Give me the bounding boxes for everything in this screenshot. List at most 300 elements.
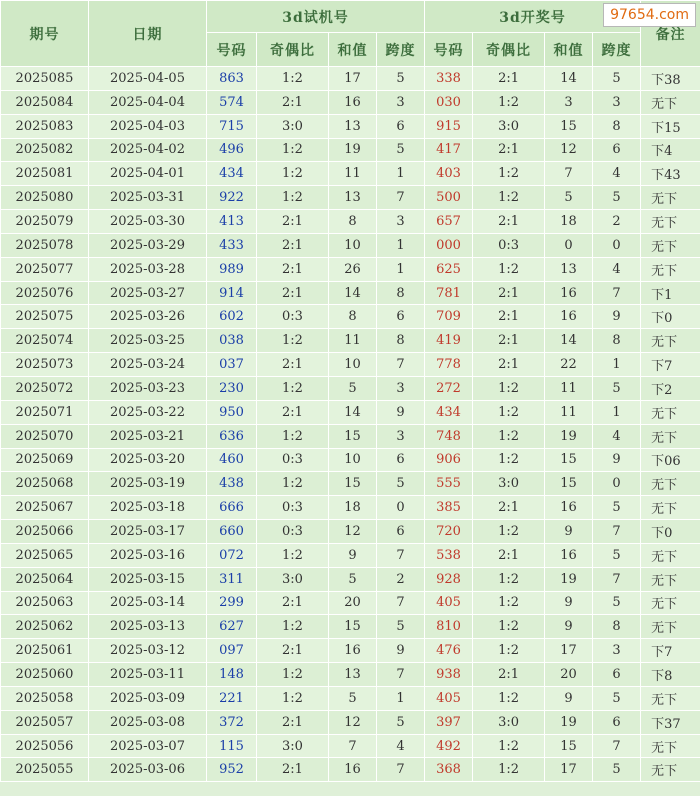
trial-odd-even-cell: 1:2 <box>257 67 329 91</box>
date-cell: 2025-04-04 <box>89 90 207 114</box>
header-trial-number: 号码 <box>207 33 257 67</box>
draw-sum-cell: 9 <box>545 520 593 544</box>
note-cell: 无下 <box>641 496 700 520</box>
trial-odd-even-cell: 1:2 <box>257 424 329 448</box>
draw-odd-even-cell: 1:2 <box>473 734 545 758</box>
trial-odd-even-cell: 0:3 <box>257 448 329 472</box>
draw-span-cell: 9 <box>593 305 641 329</box>
draw-sum-cell: 5 <box>545 186 593 210</box>
trial-span-cell: 6 <box>377 448 425 472</box>
trial-number-cell: 097 <box>207 639 257 663</box>
draw-odd-even-cell: 2:1 <box>473 305 545 329</box>
trial-number-cell: 221 <box>207 686 257 710</box>
draw-span-cell: 7 <box>593 281 641 305</box>
header-date: 日期 <box>89 1 207 67</box>
draw-sum-cell: 7 <box>545 162 593 186</box>
draw-number-cell: 928 <box>425 567 473 591</box>
trial-number-cell: 038 <box>207 329 257 353</box>
draw-odd-even-cell: 1:2 <box>473 400 545 424</box>
trial-sum-cell: 10 <box>329 448 377 472</box>
draw-number-cell: 915 <box>425 114 473 138</box>
trial-odd-even-cell: 3:0 <box>257 114 329 138</box>
trial-odd-even-cell: 2:1 <box>257 353 329 377</box>
trial-span-cell: 6 <box>377 305 425 329</box>
date-cell: 2025-03-22 <box>89 400 207 424</box>
note-cell: 无下 <box>641 210 700 234</box>
table-row <box>1 639 700 663</box>
issue-cell: 2025064 <box>1 567 89 591</box>
draw-sum-cell: 0 <box>545 233 593 257</box>
date-cell: 2025-03-18 <box>89 496 207 520</box>
draw-odd-even-cell: 1:2 <box>473 686 545 710</box>
draw-odd-even-cell: 2:1 <box>473 329 545 353</box>
draw-span-cell: 8 <box>593 329 641 353</box>
draw-odd-even-cell: 1:2 <box>473 520 545 544</box>
note-cell: 无下 <box>641 591 700 615</box>
draw-number-cell: 000 <box>425 233 473 257</box>
draw-odd-even-cell: 3:0 <box>473 472 545 496</box>
trial-number-cell: 434 <box>207 162 257 186</box>
table-row <box>1 281 700 305</box>
trial-sum-cell: 9 <box>329 543 377 567</box>
draw-number-cell: 417 <box>425 138 473 162</box>
trial-sum-cell: 16 <box>329 639 377 663</box>
draw-span-cell: 5 <box>593 376 641 400</box>
trial-odd-even-cell: 1:2 <box>257 686 329 710</box>
trial-span-cell: 7 <box>377 758 425 782</box>
draw-odd-even-cell: 2:1 <box>473 138 545 162</box>
date-cell: 2025-03-29 <box>89 233 207 257</box>
trial-sum-cell: 5 <box>329 376 377 400</box>
header-note: 备注 <box>641 1 700 67</box>
trial-odd-even-cell: 2:1 <box>257 710 329 734</box>
trial-number-cell: 072 <box>207 543 257 567</box>
draw-number-cell: 403 <box>425 162 473 186</box>
table-row <box>1 138 700 162</box>
trial-span-cell: 5 <box>377 67 425 91</box>
draw-number-cell: 419 <box>425 329 473 353</box>
date-cell: 2025-03-24 <box>89 353 207 377</box>
note-cell: 无下 <box>641 329 700 353</box>
draw-number-cell: 492 <box>425 734 473 758</box>
header-draw-group: 3d开奖号 <box>425 1 641 33</box>
date-cell: 2025-03-28 <box>89 257 207 281</box>
trial-number-cell: 574 <box>207 90 257 114</box>
draw-span-cell: 5 <box>593 67 641 91</box>
trial-span-cell: 3 <box>377 424 425 448</box>
draw-span-cell: 9 <box>593 448 641 472</box>
note-cell: 无下 <box>641 686 700 710</box>
trial-odd-even-cell: 2:1 <box>257 591 329 615</box>
draw-span-cell: 4 <box>593 257 641 281</box>
trial-number-cell: 989 <box>207 257 257 281</box>
note-cell: 无下 <box>641 424 700 448</box>
draw-sum-cell: 22 <box>545 353 593 377</box>
draw-sum-cell: 19 <box>545 710 593 734</box>
trial-span-cell: 1 <box>377 686 425 710</box>
note-cell: 下1 <box>641 281 700 305</box>
draw-span-cell: 0 <box>593 472 641 496</box>
draw-sum-cell: 16 <box>545 543 593 567</box>
draw-odd-even-cell: 1:2 <box>473 90 545 114</box>
trial-number-cell: 627 <box>207 615 257 639</box>
date-cell: 2025-03-23 <box>89 376 207 400</box>
trial-odd-even-cell: 1:2 <box>257 329 329 353</box>
trial-odd-even-cell: 1:2 <box>257 376 329 400</box>
issue-cell: 2025084 <box>1 90 89 114</box>
trial-number-cell: 413 <box>207 210 257 234</box>
draw-sum-cell: 15 <box>545 114 593 138</box>
issue-cell: 2025082 <box>1 138 89 162</box>
trial-odd-even-cell: 0:3 <box>257 305 329 329</box>
note-cell: 下06 <box>641 448 700 472</box>
draw-number-cell: 385 <box>425 496 473 520</box>
issue-cell: 2025055 <box>1 758 89 782</box>
draw-number-cell: 538 <box>425 543 473 567</box>
draw-number-cell: 405 <box>425 686 473 710</box>
issue-cell: 2025057 <box>1 710 89 734</box>
trial-odd-even-cell: 2:1 <box>257 400 329 424</box>
draw-span-cell: 5 <box>593 543 641 567</box>
note-cell: 无下 <box>641 472 700 496</box>
draw-sum-cell: 20 <box>545 663 593 687</box>
trial-sum-cell: 11 <box>329 329 377 353</box>
draw-sum-cell: 17 <box>545 758 593 782</box>
draw-sum-cell: 19 <box>545 567 593 591</box>
note-cell: 下7 <box>641 353 700 377</box>
draw-odd-even-cell: 1:2 <box>473 567 545 591</box>
trial-sum-cell: 11 <box>329 162 377 186</box>
table-row <box>1 520 700 544</box>
table-row <box>1 472 700 496</box>
issue-cell: 2025067 <box>1 496 89 520</box>
date-cell: 2025-03-12 <box>89 639 207 663</box>
draw-sum-cell: 14 <box>545 67 593 91</box>
trial-span-cell: 7 <box>377 663 425 687</box>
draw-span-cell: 5 <box>593 591 641 615</box>
draw-span-cell: 7 <box>593 520 641 544</box>
header-trial-span: 跨度 <box>377 33 425 67</box>
issue-cell: 2025079 <box>1 210 89 234</box>
issue-cell: 2025063 <box>1 591 89 615</box>
draw-number-cell: 405 <box>425 591 473 615</box>
issue-cell: 2025071 <box>1 400 89 424</box>
draw-odd-even-cell: 3:0 <box>473 710 545 734</box>
note-cell: 无下 <box>641 567 700 591</box>
draw-number-cell: 810 <box>425 615 473 639</box>
trial-number-cell: 115 <box>207 734 257 758</box>
trial-number-cell: 950 <box>207 400 257 424</box>
trial-span-cell: 3 <box>377 90 425 114</box>
trial-span-cell: 9 <box>377 639 425 663</box>
trial-sum-cell: 18 <box>329 496 377 520</box>
trial-number-cell: 863 <box>207 67 257 91</box>
date-cell: 2025-03-21 <box>89 424 207 448</box>
trial-number-cell: 299 <box>207 591 257 615</box>
trial-sum-cell: 26 <box>329 257 377 281</box>
trial-span-cell: 6 <box>377 520 425 544</box>
trial-odd-even-cell: 1:2 <box>257 543 329 567</box>
note-cell: 下38 <box>641 67 700 91</box>
draw-odd-even-cell: 1:2 <box>473 162 545 186</box>
trial-sum-cell: 5 <box>329 686 377 710</box>
table-row <box>1 67 700 91</box>
trial-span-cell: 8 <box>377 329 425 353</box>
trial-odd-even-cell: 2:1 <box>257 210 329 234</box>
draw-odd-even-cell: 1:2 <box>473 424 545 448</box>
table-row <box>1 210 700 234</box>
draw-number-cell: 709 <box>425 305 473 329</box>
trial-span-cell: 7 <box>377 543 425 567</box>
table-row <box>1 448 700 472</box>
draw-odd-even-cell: 2:1 <box>473 210 545 234</box>
draw-sum-cell: 16 <box>545 305 593 329</box>
draw-odd-even-cell: 0:3 <box>473 233 545 257</box>
draw-odd-even-cell: 1:2 <box>473 448 545 472</box>
draw-odd-even-cell: 2:1 <box>473 663 545 687</box>
trial-odd-even-cell: 3:0 <box>257 734 329 758</box>
trial-sum-cell: 15 <box>329 472 377 496</box>
issue-cell: 2025066 <box>1 520 89 544</box>
note-cell: 无下 <box>641 400 700 424</box>
header-trial-group: 3d试机号 <box>207 1 425 33</box>
issue-cell: 2025061 <box>1 639 89 663</box>
draw-span-cell: 1 <box>593 400 641 424</box>
trial-sum-cell: 13 <box>329 663 377 687</box>
trial-sum-cell: 20 <box>329 591 377 615</box>
table-row <box>1 186 700 210</box>
draw-span-cell: 7 <box>593 567 641 591</box>
draw-span-cell: 4 <box>593 424 641 448</box>
draw-span-cell: 7 <box>593 734 641 758</box>
draw-number-cell: 434 <box>425 400 473 424</box>
draw-span-cell: 8 <box>593 615 641 639</box>
date-cell: 2025-03-16 <box>89 543 207 567</box>
draw-span-cell: 5 <box>593 496 641 520</box>
note-cell: 下0 <box>641 305 700 329</box>
trial-number-cell: 952 <box>207 758 257 782</box>
draw-odd-even-cell: 1:2 <box>473 257 545 281</box>
draw-span-cell: 5 <box>593 686 641 710</box>
issue-cell: 2025058 <box>1 686 89 710</box>
issue-cell: 2025070 <box>1 424 89 448</box>
trial-span-cell: 0 <box>377 496 425 520</box>
trial-odd-even-cell: 2:1 <box>257 90 329 114</box>
table-row <box>1 663 700 687</box>
header-trial-odd-even: 奇偶比 <box>257 33 329 67</box>
trial-span-cell: 3 <box>377 376 425 400</box>
trial-odd-even-cell: 0:3 <box>257 520 329 544</box>
header-draw-odd-even: 奇偶比 <box>473 33 545 67</box>
trial-sum-cell: 5 <box>329 567 377 591</box>
note-cell: 无下 <box>641 758 700 782</box>
trial-odd-even-cell: 0:3 <box>257 496 329 520</box>
trial-sum-cell: 8 <box>329 305 377 329</box>
draw-number-cell: 272 <box>425 376 473 400</box>
draw-span-cell: 8 <box>593 114 641 138</box>
draw-odd-even-cell: 1:2 <box>473 639 545 663</box>
draw-span-cell: 1 <box>593 353 641 377</box>
trial-number-cell: 037 <box>207 353 257 377</box>
trial-number-cell: 372 <box>207 710 257 734</box>
date-cell: 2025-03-13 <box>89 615 207 639</box>
date-cell: 2025-04-02 <box>89 138 207 162</box>
note-cell: 下4 <box>641 138 700 162</box>
note-cell: 下43 <box>641 162 700 186</box>
draw-sum-cell: 11 <box>545 376 593 400</box>
draw-number-cell: 555 <box>425 472 473 496</box>
trial-span-cell: 3 <box>377 210 425 234</box>
header-issue: 期号 <box>1 1 89 67</box>
note-cell: 无下 <box>641 233 700 257</box>
date-cell: 2025-03-27 <box>89 281 207 305</box>
trial-odd-even-cell: 1:2 <box>257 162 329 186</box>
draw-number-cell: 778 <box>425 353 473 377</box>
table-row <box>1 257 700 281</box>
header-draw-sum: 和值 <box>545 33 593 67</box>
table-row <box>1 424 700 448</box>
trial-odd-even-cell: 2:1 <box>257 233 329 257</box>
table-row <box>1 376 700 400</box>
draw-number-cell: 030 <box>425 90 473 114</box>
draw-span-cell: 6 <box>593 663 641 687</box>
draw-sum-cell: 15 <box>545 472 593 496</box>
date-cell: 2025-03-08 <box>89 710 207 734</box>
draw-number-cell: 397 <box>425 710 473 734</box>
draw-number-cell: 938 <box>425 663 473 687</box>
issue-cell: 2025068 <box>1 472 89 496</box>
date-cell: 2025-03-07 <box>89 734 207 758</box>
draw-sum-cell: 17 <box>545 639 593 663</box>
draw-odd-even-cell: 2:1 <box>473 281 545 305</box>
draw-sum-cell: 19 <box>545 424 593 448</box>
issue-cell: 2025074 <box>1 329 89 353</box>
table-row <box>1 305 700 329</box>
trial-odd-even-cell: 1:2 <box>257 615 329 639</box>
draw-span-cell: 6 <box>593 710 641 734</box>
trial-odd-even-cell: 1:2 <box>257 663 329 687</box>
trial-sum-cell: 14 <box>329 400 377 424</box>
table-row <box>1 233 700 257</box>
trial-number-cell: 922 <box>207 186 257 210</box>
draw-span-cell: 6 <box>593 138 641 162</box>
draw-odd-even-cell: 1:2 <box>473 615 545 639</box>
issue-cell: 2025072 <box>1 376 89 400</box>
trial-span-cell: 8 <box>377 281 425 305</box>
draw-number-cell: 657 <box>425 210 473 234</box>
trial-number-cell: 230 <box>207 376 257 400</box>
draw-sum-cell: 15 <box>545 448 593 472</box>
draw-odd-even-cell: 1:2 <box>473 186 545 210</box>
date-cell: 2025-04-01 <box>89 162 207 186</box>
trial-span-cell: 1 <box>377 233 425 257</box>
table-row <box>1 734 700 758</box>
date-cell: 2025-03-20 <box>89 448 207 472</box>
table-row <box>1 162 700 186</box>
draw-sum-cell: 9 <box>545 615 593 639</box>
header-draw-span: 跨度 <box>593 33 641 67</box>
trial-sum-cell: 16 <box>329 758 377 782</box>
note-cell: 下8 <box>641 663 700 687</box>
issue-cell: 2025065 <box>1 543 89 567</box>
date-cell: 2025-03-14 <box>89 591 207 615</box>
draw-sum-cell: 14 <box>545 329 593 353</box>
trial-number-cell: 914 <box>207 281 257 305</box>
trial-sum-cell: 12 <box>329 520 377 544</box>
trial-span-cell: 9 <box>377 400 425 424</box>
draw-sum-cell: 12 <box>545 138 593 162</box>
trial-odd-even-cell: 1:2 <box>257 472 329 496</box>
trial-sum-cell: 7 <box>329 734 377 758</box>
site-watermark: 97654.com <box>603 3 696 27</box>
trial-span-cell: 4 <box>377 734 425 758</box>
trial-sum-cell: 8 <box>329 210 377 234</box>
trial-span-cell: 1 <box>377 162 425 186</box>
note-cell: 无下 <box>641 257 700 281</box>
draw-number-cell: 625 <box>425 257 473 281</box>
issue-cell: 2025076 <box>1 281 89 305</box>
note-cell: 下0 <box>641 520 700 544</box>
draw-sum-cell: 9 <box>545 591 593 615</box>
issue-cell: 2025081 <box>1 162 89 186</box>
table-row <box>1 543 700 567</box>
trial-sum-cell: 13 <box>329 114 377 138</box>
draw-odd-even-cell: 2:1 <box>473 543 545 567</box>
date-cell: 2025-03-17 <box>89 520 207 544</box>
trial-span-cell: 7 <box>377 353 425 377</box>
draw-number-cell: 720 <box>425 520 473 544</box>
date-cell: 2025-03-11 <box>89 663 207 687</box>
trial-span-cell: 1 <box>377 257 425 281</box>
table-body <box>1 67 700 782</box>
draw-sum-cell: 3 <box>545 90 593 114</box>
draw-sum-cell: 18 <box>545 210 593 234</box>
issue-cell: 2025056 <box>1 734 89 758</box>
draw-odd-even-cell: 2:1 <box>473 496 545 520</box>
date-cell: 2025-03-30 <box>89 210 207 234</box>
draw-number-cell: 368 <box>425 758 473 782</box>
trial-number-cell: 148 <box>207 663 257 687</box>
draw-span-cell: 5 <box>593 186 641 210</box>
draw-span-cell: 3 <box>593 639 641 663</box>
draw-sum-cell: 15 <box>545 734 593 758</box>
table-row <box>1 353 700 377</box>
table-row <box>1 90 700 114</box>
draw-span-cell: 0 <box>593 233 641 257</box>
draw-odd-even-cell: 3:0 <box>473 114 545 138</box>
table-row <box>1 114 700 138</box>
trial-span-cell: 5 <box>377 615 425 639</box>
trial-number-cell: 666 <box>207 496 257 520</box>
date-cell: 2025-04-05 <box>89 67 207 91</box>
trial-sum-cell: 15 <box>329 615 377 639</box>
trial-span-cell: 2 <box>377 567 425 591</box>
trial-number-cell: 311 <box>207 567 257 591</box>
trial-number-cell: 660 <box>207 520 257 544</box>
date-cell: 2025-03-31 <box>89 186 207 210</box>
draw-number-cell: 476 <box>425 639 473 663</box>
trial-sum-cell: 12 <box>329 710 377 734</box>
draw-odd-even-cell: 2:1 <box>473 67 545 91</box>
issue-cell: 2025060 <box>1 663 89 687</box>
header-trial-sum: 和值 <box>329 33 377 67</box>
issue-cell: 2025080 <box>1 186 89 210</box>
table-row <box>1 615 700 639</box>
date-cell: 2025-03-15 <box>89 567 207 591</box>
trial-odd-even-cell: 2:1 <box>257 257 329 281</box>
draw-number-cell: 338 <box>425 67 473 91</box>
table-row <box>1 686 700 710</box>
